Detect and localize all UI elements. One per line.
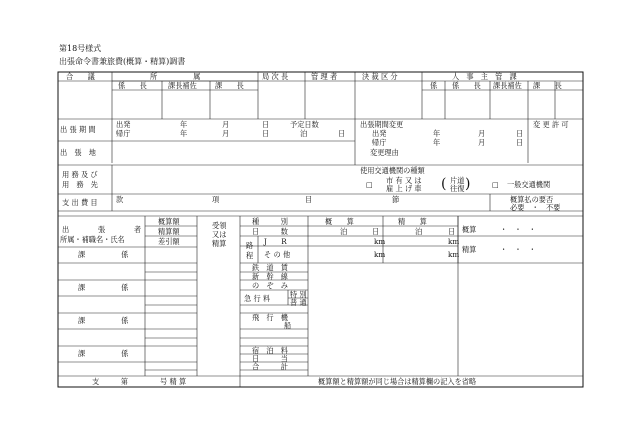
seisan-nichi: 日 <box>448 227 456 236</box>
checkbox-public[interactable]: □ <box>492 180 499 189</box>
change-return-month: 月 <box>478 138 486 147</box>
road-label-1: 路 <box>246 241 254 250</box>
return-month: 月 <box>222 129 230 138</box>
kachou-header-2: 課 長 <box>533 81 562 90</box>
kachouhosa-header-1: 課長補佐 <box>168 81 197 90</box>
footer-shidai: 支 第 <box>92 377 128 386</box>
return-year: 年 <box>180 129 188 138</box>
public-transport-option: 一般交通機関 <box>507 180 551 189</box>
bracket-left: ( <box>441 176 447 192</box>
return-day: 日 <box>262 129 270 138</box>
kakari-row-1: 課 係 <box>78 250 129 259</box>
kakari-row-3: 課 係 <box>78 316 129 325</box>
kachouhosa-header-2: 課長補佐 <box>493 81 522 90</box>
summary-seisan-dots: ・ ・ ・ <box>500 245 536 254</box>
expense-kou: 項 <box>212 195 220 204</box>
hikouki-label: 飛 行 機 <box>252 313 288 322</box>
purpose-label-2: 用 務 先 <box>62 180 98 189</box>
recv-label-3: 精算 <box>212 239 227 248</box>
expense-label: 支 出 費 目 <box>62 198 98 207</box>
change-permit-label: 変 更 許 可 <box>533 120 569 129</box>
jinji-label: 人 事 主 管 課 <box>452 72 517 81</box>
change-reason-label: 変更理由 <box>370 148 399 157</box>
tetsudou-label: 鉄 道 賃 <box>252 263 288 272</box>
gougi-label: 合 議 <box>66 72 95 81</box>
planned-haku: 泊 <box>300 129 308 138</box>
shozoku-label: 所 属 <box>150 72 201 81</box>
change-depart-label: 出発 <box>372 129 387 138</box>
gaisan-haku: 泊 <box>340 227 348 236</box>
sonota-km-seisan: km <box>448 250 460 259</box>
expense-setsu: 節 <box>392 195 400 204</box>
seisan-header: 精 算 <box>398 217 427 226</box>
purpose-label-1: 用 務 及 び <box>62 170 98 179</box>
checkbox-vehicle[interactable]: □ <box>366 180 373 189</box>
depart-year: 年 <box>180 120 188 129</box>
change-depart-year: 年 <box>433 129 441 138</box>
place-label: 出 張 地 <box>60 148 96 157</box>
advance-options: 必要 ・ 不要 <box>510 203 561 212</box>
bracket-right: ) <box>465 176 471 192</box>
depart-day: 日 <box>262 120 270 129</box>
kanrisha-label: 管 理 者 <box>311 72 338 81</box>
kakari-row-4: 課 係 <box>78 349 129 358</box>
kessai-label: 決 裁 区 分 <box>362 72 398 81</box>
advance-label: 概算払の要否 <box>510 195 554 204</box>
summary-gaisan-dots: ・ ・ ・ <box>500 225 536 234</box>
goukei-label: 合 計 <box>252 362 288 371</box>
shukuhaku-label: 宿 泊 料 <box>252 346 288 355</box>
futsuu-label: 普 通 <box>290 298 307 307</box>
settle-label: 精算額 <box>158 227 180 236</box>
depart-month: 月 <box>222 120 230 129</box>
shubetsu-header: 種 別 <box>252 217 288 226</box>
page-title: 出張命令書兼旅費(概算・精算)調書 <box>59 57 186 66</box>
kyuukou-label: 急 行 料 <box>244 294 271 303</box>
kakari-row-2: 課 係 <box>78 283 129 292</box>
change-return-label: 帰庁 <box>372 138 387 147</box>
gaisan-header: 概 算 <box>325 217 354 226</box>
expense-moku: 目 <box>305 195 313 204</box>
sonota-km-gaisan: km <box>374 250 386 259</box>
kakari-header-2: 係 <box>430 81 438 90</box>
fune-label: 船 <box>284 321 292 330</box>
nissu-label: 日 数 <box>252 227 288 236</box>
change-depart-day: 日 <box>516 129 524 138</box>
nozomi-label: の ぞ み <box>252 281 288 290</box>
change-depart-month: 月 <box>478 129 486 138</box>
change-return-year: 年 <box>433 138 441 147</box>
summary-gaisan-label: 概算 <box>462 225 477 234</box>
seisan-haku: 泊 <box>415 227 423 236</box>
kyokujichou-label: 局 次 長 <box>262 72 289 81</box>
vehicle-option-1: 市 有 又 は <box>386 176 422 185</box>
kachou-header-1: 課 長 <box>215 81 244 90</box>
summary-seisan-label: 精算 <box>462 245 477 254</box>
expense-kan: 款 <box>116 195 124 204</box>
diff-label: 差引額 <box>158 237 180 246</box>
estimate-label: 概算額 <box>158 217 180 226</box>
return-label: 帰庁 <box>116 129 131 138</box>
recv-label-1: 受領 <box>212 221 227 230</box>
tokubetsu-label: 特 別 <box>290 290 307 299</box>
depart-label: 出発 <box>116 120 131 129</box>
jr-km-gaisan: km <box>374 237 386 246</box>
traveler-label-2: 所属・補職名・氏名 <box>60 235 125 244</box>
planned-days-label: 予定日数 <box>290 120 319 129</box>
nittou-label: 日 当 <box>252 354 288 363</box>
footer-gou-seisan: 号 精 算 <box>160 377 187 386</box>
road-label-2: 程 <box>246 251 254 260</box>
oneway-label: 片道 <box>450 176 465 185</box>
transport-label: 使用交通機関の種類 <box>360 166 425 175</box>
traveler-label-1: 出 張 者 <box>62 225 142 234</box>
jr-label: J R <box>264 237 287 246</box>
period-label: 出 張 期 間 <box>60 125 96 134</box>
form-number: 第18号様式 <box>59 44 102 53</box>
jr-km-seisan: km <box>448 237 460 246</box>
sonota-label: そ の 他 <box>264 250 291 259</box>
roundtrip-label: 往復 <box>450 184 465 193</box>
gaisan-nichi: 日 <box>372 227 380 236</box>
change-return-day: 日 <box>516 138 524 147</box>
planned-nichi: 日 <box>338 129 346 138</box>
vehicle-option-2: 雇 上 げ 車 <box>386 184 422 193</box>
footer-note: 概算額と精算額が同じ場合は精算欄の記入を省略 <box>318 377 477 386</box>
period-change-label: 出張期間変更 <box>360 120 404 129</box>
shinkansen-label: 新 幹 線 <box>252 272 288 281</box>
recv-label-2: 又は <box>212 230 227 239</box>
kakarichou-header-1: 係 長 <box>118 81 147 90</box>
kakarichou-header-2: 係 長 <box>452 81 481 90</box>
